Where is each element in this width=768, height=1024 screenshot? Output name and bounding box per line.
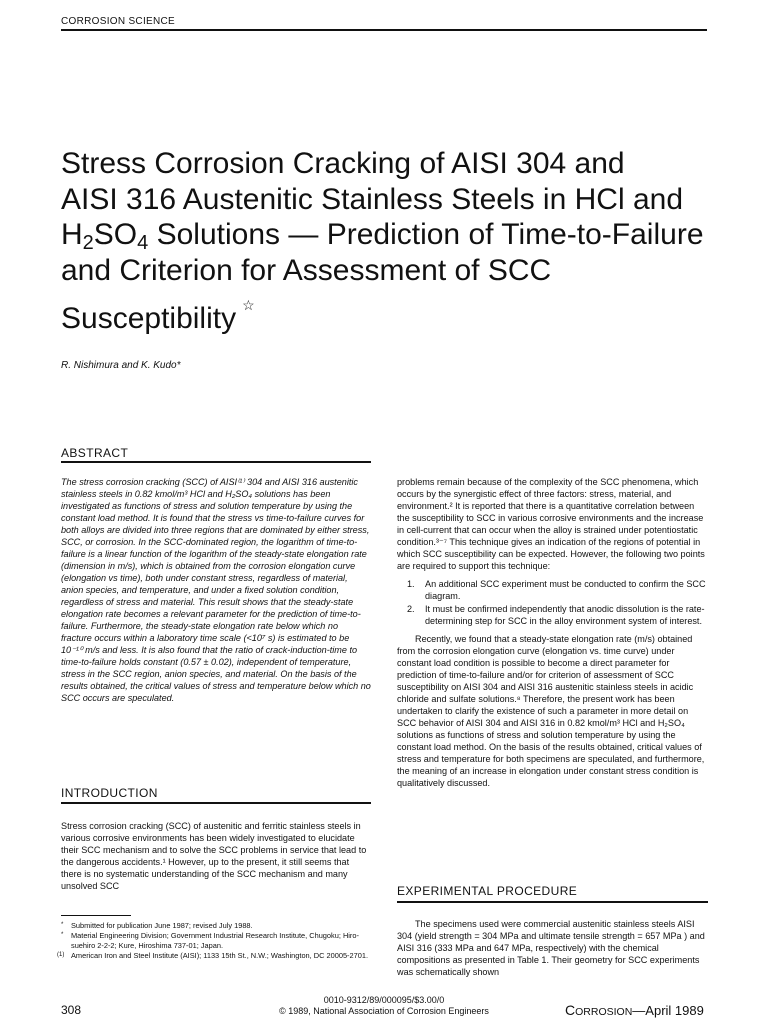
title-line-3: $H_2SO_4$ Solutions — Prediction of Time-to-Failure xyxy=(61,218,704,254)
abstract-text: The stress corrosion cracking (SCC) of AISI⁽¹⁾ 304 and AISI 316 austenitic stainless steels in 0.82 kmol/m³ HCl and H₂SO₄ solutions has been investigated as functions of stress and solution temperature by using the constant load method. It is found that the stress vs time-to-failure curves for both alloys are divided into three regions that are dominated by either stress, SCC, or corrosion. In the SCC-dominated region, the logarithm of time-to-failure is a linear function of the logarithm of the steady-state elongation rate (dimension in m/s), which is obtained from the corrosion elongation curve (elongation vs time), both under constant stress, regardless of material, anion species, and temperature, and under a fixed solution condition, regardless of stress and material. This result shows that the steady-state elongation rate becomes a relevant parameter for the prediction of time-to-failure. Furthermore, the steady-state elongation rate below which no fracture occurs within a laboratory time scale (<10⁷ s) is estimated to be 10⁻¹⁰ m/s and less. It is also found that the ratio of crack-induction-time to time-to-failure holds constant (0.57 ± 0.02), independent of temperature, stress in the SCC region, anion species, and material. On the basis of the results obtained, the critical values of stress and temperature below which no SCC occurs are speculated. xyxy=(61,477,371,703)
authors: R. Nishimura and K. Kudo* xyxy=(61,360,181,371)
introduction-rule xyxy=(61,802,371,804)
star-footnote-icon: ☆ xyxy=(242,297,255,313)
title-line-2: AISI 316 Austenitic Stainless Steels in HCl and xyxy=(61,182,684,216)
journal-name: CORROSION SCIENCE xyxy=(61,16,176,27)
experimental-rule xyxy=(397,901,708,903)
copyright: © 1989, National Association of Corrosion Engineers xyxy=(279,1006,489,1016)
footnote-item: (1) American Iron and Steel Institute (AISI); 1133 15th St., N.W.; Washington, DC 20005-2701. xyxy=(57,951,369,960)
experimental-text: The specimens used were commercial austenitic stainless steels AISI 304 (yield strength = 304 MPa and ultimate tensile strength = 657 MPa ) and AISI 316 (333 MPa and 647 MPa, respectively) with the chemical compositions as presented in Table 1. Their geometry for SCC experiments was schematically shown xyxy=(397,919,705,977)
abstract-heading: ABSTRACT xyxy=(61,446,129,460)
title-line-1: Stress Corrosion Cracking of AISI 304 and xyxy=(61,147,625,180)
title-line-5: Susceptibility xyxy=(61,302,237,335)
article-title xyxy=(61,146,731,337)
page-number: 308 xyxy=(61,1003,82,1017)
title-line-4: and Criterion for Assessment of SCC xyxy=(61,253,552,287)
experimental-heading: EXPERIMENTAL PROCEDURE xyxy=(397,884,578,898)
footnote-item: * Submitted for publication June 1987; revised July 1988. xyxy=(61,921,253,930)
issn-code: 0010-9312/89/000095/$3.00/0 xyxy=(323,995,445,1005)
footnote-item: * Material Engineering Division; Government Industrial Research Institute, Chugoku; Hiro-suehiro 2-2-2; Kure, Hiroshima 737-01; Japan. xyxy=(61,931,359,950)
footnotes xyxy=(57,921,381,961)
paragraph-1: problems remain because of the complexity of the SCC phenomena, which occurs by the synergistic effect of three factors: stress, material, and environment.² It is reported that there is a quantitative correlation between the susceptibility to SCC in various corrosive environments and the increase in cell-current that can occur when the alloy is strained under potentiostatic condition.³⁻⁷ This technique gives an indication of the regions of potential in which SCC susceptibility can be expected. However, the following two points are required to support this technique: xyxy=(397,477,705,571)
introduction-heading: INTRODUCTION xyxy=(61,786,158,800)
right-column-text xyxy=(397,476,708,789)
list-item: 1. An additional SCC experiment must be conducted to confirm the SCC diagram. xyxy=(407,579,706,601)
list-item: 2. It must be confirmed independently that anodic dissolution is the rate-determining step for SCC in the alloy environment system of interest. xyxy=(407,604,705,626)
abstract-rule xyxy=(61,461,371,463)
footnote-rule xyxy=(61,915,131,916)
header-rule xyxy=(61,29,707,31)
paragraph-2: Recently, we found that a steady-state elongation rate (m/s) obtained from the corrosion elongation curve (elongation vs. time curve) under constant load condition is possible to become a direct parameter for prediction of time-to-failure and/or for criterion of assessment of SCC susceptibility on AISI 304 and AISI 316 austenitic stainless steels in acidic chloride and sulfate solutions.⁸ Therefore, the present work has been undertaken to clarify the existence of such a parameter in more detail on SCC behavior of AISI 304 and AISI 316 in 0.82 kmol/m³ HCl and H₂SO₄ solutions as functions of stress and solution temperature by using the constant load method. On the basis of the results obtained, critical values of stress and temperature for both specimens are speculated, and furthermore, the meaning of an increase in elongation under constant stress condition is qualitatively discussed. xyxy=(397,634,705,788)
journal-footer: CORROSION—April 1989 xyxy=(565,1002,704,1018)
introduction-text: Stress corrosion cracking (SCC) of austenitic and ferritic stainless steels in various corrosive environments has been widely investigated to elucidate their SCC mechanism and to solve the SCC problems in service that lead to the dangerous accidents.¹ However, up to the present, it still seems that there is no systematic understanding of the SCC mechanism and many unsolved SCC xyxy=(61,821,367,891)
requirements-list xyxy=(397,578,708,627)
